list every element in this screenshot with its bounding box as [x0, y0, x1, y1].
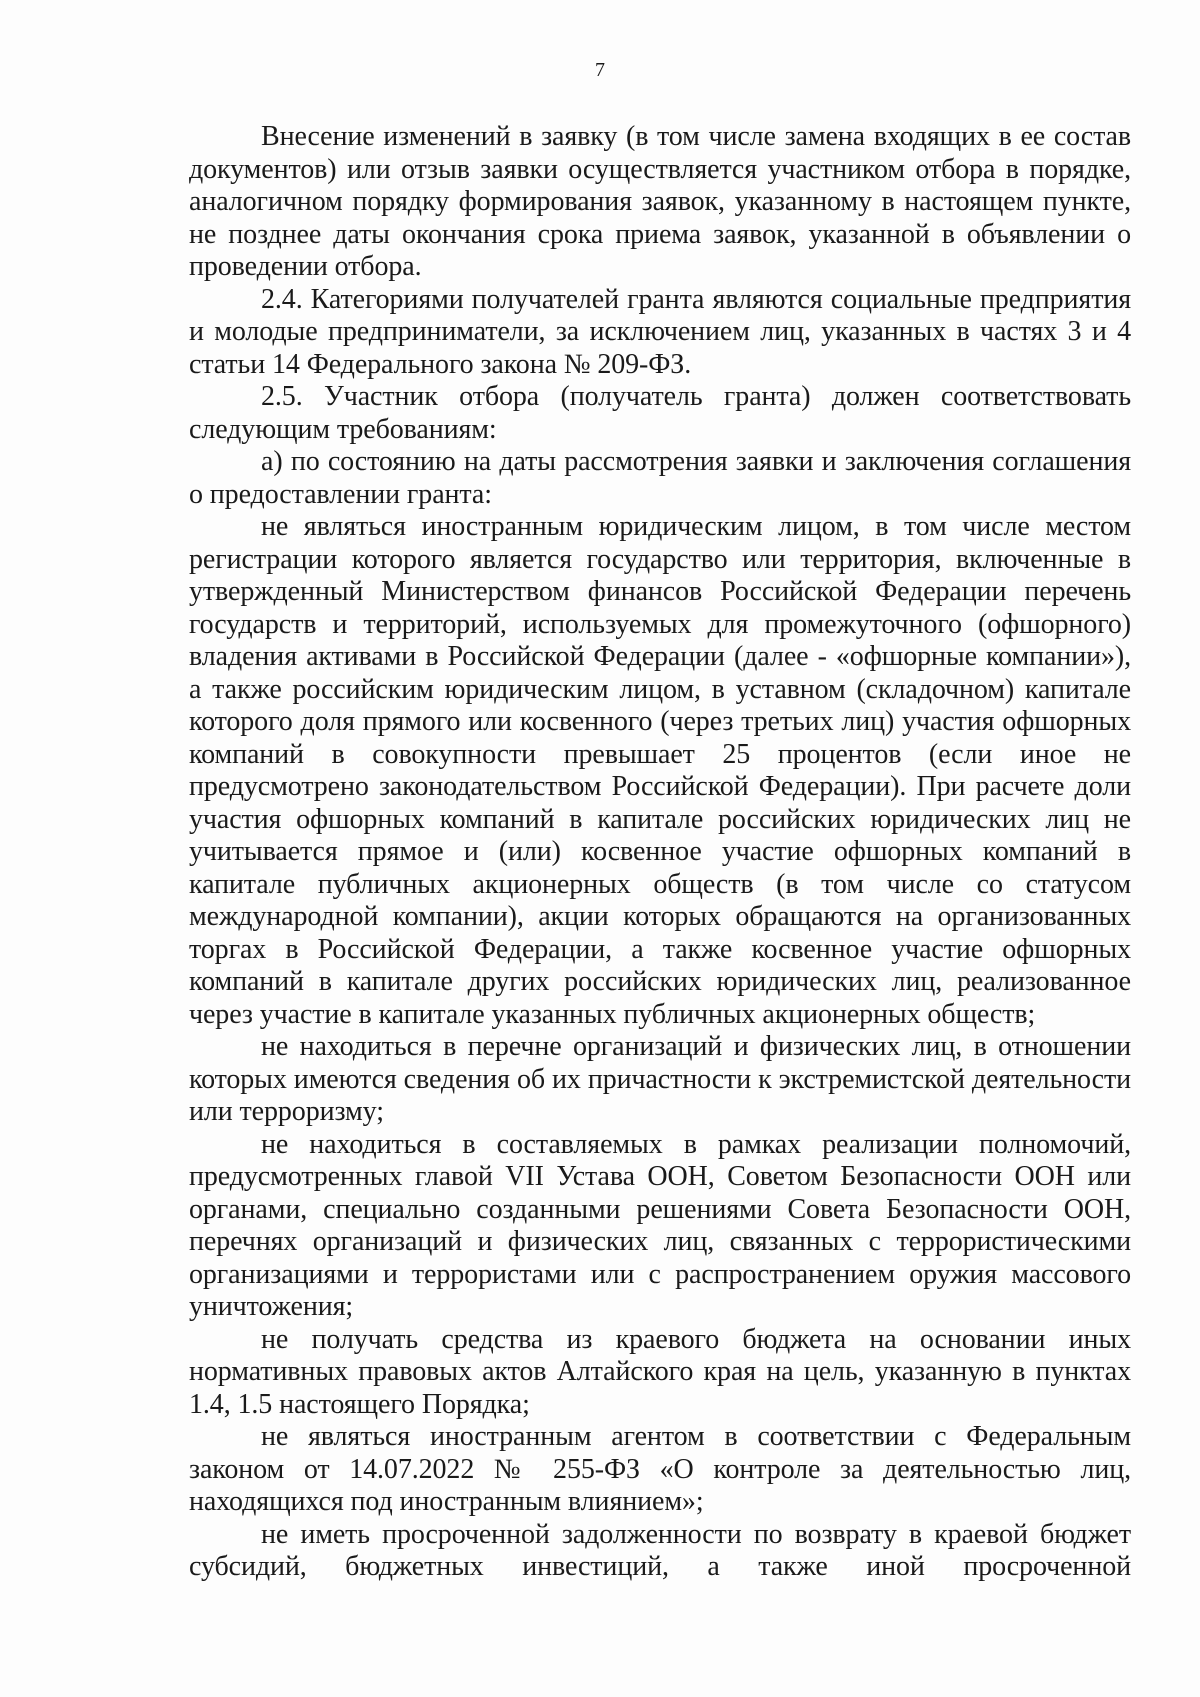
paragraph-extremism: не находиться в перечне организаций и физических лиц, в отношении которых имеются сведения об их причастности к экстремистской деятельности или терроризму; — [189, 1031, 1131, 1127]
page-number: 7 — [595, 59, 605, 81]
paragraph-amendment: Внесение изменений в заявку (в том числе замена входящих в ее состав документов) или отзыв заявки осуществляется участником отбора в порядке, аналогичном порядку формирования заявок, указанному в настоящем пункте, не позднее даты окончания срока приема заявок, указанной в объявлении о проведении отбора. — [189, 121, 1131, 282]
paragraph-overdue-debt: не иметь просроченной задолженности по возврату в краевой бюджет субсидий, бюджетных инвестиций, а также иной просроченной — [189, 1518, 1131, 1582]
paragraph-subitem-a: а) по состоянию на даты рассмотрения заявки и заключения соглашения о предоставлении гранта: — [189, 446, 1131, 510]
paragraph-budget-funds: не получать средства из краевого бюджета на основании иных нормативных правовых актов Алтайского края на цель, указанную в пунктах 1.4, 1.5 настоящего Порядка; — [189, 1323, 1131, 1420]
paragraph-un-lists: не находиться в составляемых в рамках реализации полномочий, предусмотренных главой VII Устава ООН, Советом Безопасности ООН или органами, специально созданными решениями Совета Безопасности ООН, перечнях организаций и физических лиц, связанных с террористическими организациями и террористами или с распространением оружия массового уничтожения; — [189, 1128, 1131, 1322]
paragraph-offshore: не являться иностранным юридическим лицом, в том числе местом регистрации которого является государство или территория, включенные в утвержденный Министерством финансов Российской Федерации перечень государств и территорий, используемых для промежуточного (офшорного) владения активами в Российской Федерации (далее - «офшорные компании»), а также российским юридическим лицом, в уставном (складочном) капитале которого доля прямого или косвенного (через третьих лиц) участия офшорных компаний в совокупности превышает 25 процентов (если иное не предусмотрено законодательством Российской Федерации). При расчете доли участия офшорных компаний в капитале российских юридических лиц не учитывается прямое и (или) косвенное участие офшорных компаний в капитале публичных акционерных обществ (в том числе со статусом международной компании), акции которых обращаются на организованных торгах в Российской Федерации, а также косвенное участие офшорных компаний в капитале других российских юридических лиц, реализованное через участие в капитале указанных публичных акционерных обществ; — [189, 511, 1131, 1030]
paragraph-2-4: 2.4. Категориями получателей гранта являются социальные предприятия и молодые предприниматели, за исключением лиц, указанных в частях 3 и 4 статьи 14 Федерального закона № 209-ФЗ. — [189, 283, 1131, 380]
paragraph-2-5: 2.5. Участник отбора (получатель гранта) должен соответствовать следующим требованиям: — [189, 381, 1131, 445]
document-body — [189, 121, 1131, 1584]
paragraph-foreign-agent: не являться иностранным агентом в соответствии с Федеральным законом от 14.07.2022 № 255-ФЗ «О контроле за деятельностью лиц, находящихся под иностранным влиянием»; — [189, 1421, 1131, 1517]
